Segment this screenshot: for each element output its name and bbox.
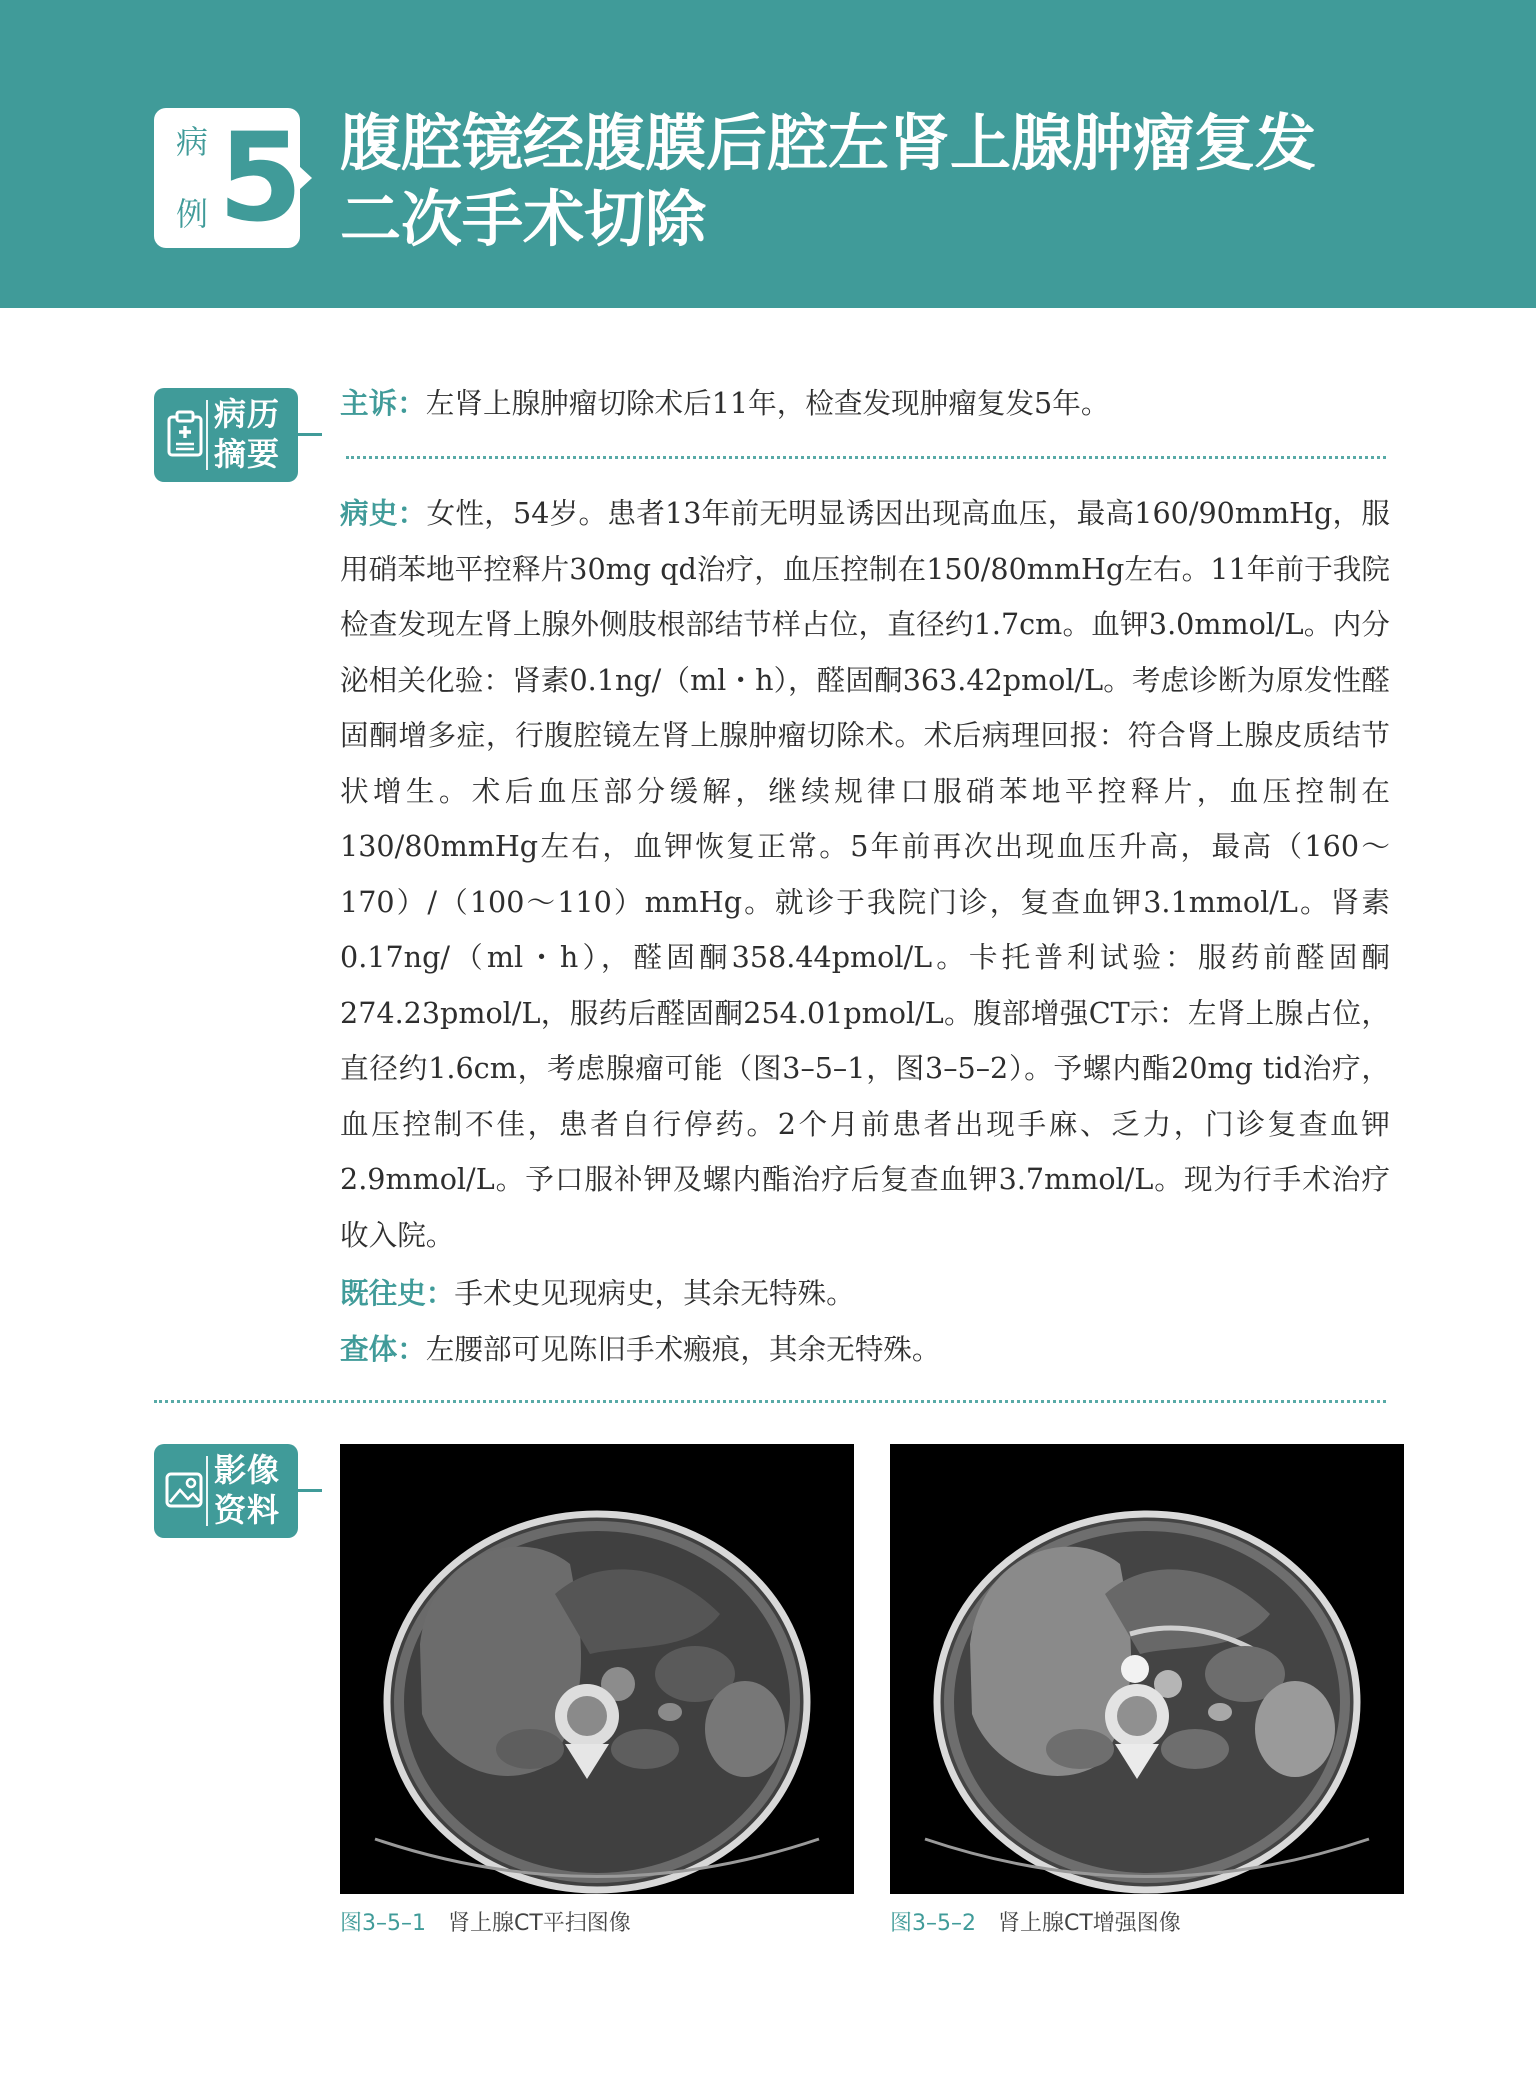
ct-plain-scan-image (340, 1444, 854, 1894)
present-history (340, 486, 1390, 1263)
section-label-text (214, 1450, 294, 1530)
past-history-label: 既往史： (340, 1276, 455, 1310)
dotted-divider (346, 456, 1386, 459)
past-history (340, 1266, 1390, 1322)
chief-complaint-label: 主诉： (340, 386, 426, 420)
page-title (340, 106, 1420, 258)
title-line-1: 腹腔镜经腹膜后腔左肾上腺肿瘤复发 (340, 108, 1317, 179)
case-number-badge (154, 107, 303, 249)
figure-caption-text: 肾上腺CT增强图像 (998, 1911, 1181, 1936)
case-char-1: 病 (175, 123, 208, 161)
physical-exam-text: 左腰部可见陈旧手术瘢痕，其余无特殊。 (425, 1332, 941, 1366)
label-divider (206, 400, 208, 470)
figure-number: 图3–5–1 (340, 1911, 426, 1936)
title-line-2: 二次手术切除 (340, 184, 707, 255)
chief-complaint-text: 左肾上腺肿瘤切除术后11年，检查发现肿瘤复发5年。 (425, 386, 1110, 420)
case-number: 5 (218, 107, 303, 249)
figure-number: 图3–5–2 (890, 1911, 976, 1936)
section-label-imaging (154, 1444, 298, 1538)
header-banner (0, 0, 1536, 308)
section-label-line-2: 摘要 (214, 435, 281, 473)
physical-exam-label: 查体： (340, 1332, 426, 1366)
figure-caption-2 (890, 1906, 1181, 1937)
ct-enhanced-image (890, 1444, 1404, 1894)
label-connector (298, 433, 322, 436)
present-history-label: 病史： (340, 496, 427, 530)
figure-caption-1 (340, 1906, 631, 1937)
badge-pointer (299, 166, 312, 190)
section-label-line-1: 影像 (214, 1451, 281, 1489)
section-label-line-2: 资料 (214, 1491, 281, 1529)
section-label-history-summary (154, 388, 298, 482)
figure-caption-text: 肾上腺CT平扫图像 (448, 1911, 631, 1936)
dotted-divider (154, 1400, 1386, 1403)
image-icon (164, 1466, 206, 1514)
present-history-text: 女性，54岁。患者13年前无明显诱因出现高血压，最高160/90mmHg，服用硝苯地平控释片30mg qd治疗，血压控制在150/80mmHg左右。11年前于我院检查发现左肾上腺外侧肢根部结节样占位，直径约1.7cm。血钾3.0mmol/L。内分泌相关化验：肾素0.1ng/（ml・h），醛固酮363.42pmol/L。考虑诊断为原发性醛固酮增多症，行腹腔镜左肾上腺肿瘤切除术。术后病理回报：符合肾上腺皮质结节状增生。术后血压部分缓解，继续规律口服硝苯地平控释片，血压控制在130/80mmHg左右，血钾恢复正常。5年前再次出现血压升高，最高（160～170）/（100～110）mmHg。就诊于我院门诊，复查血钾3.1mmol/L。肾素0.17ng/（ml・h），醛固酮358.44pmol/L。卡托普利试验：服药前醛固酮274.23pmol/L，服药后醛固酮254.01pmol/L。腹部增强CT示：左肾上腺占位，直径约1.6cm，考虑腺瘤可能（图3–5–1，图3–5–2）。予螺内酯20mg tid治疗，血压控制不佳，患者自行停药。2个月前患者出现手麻、乏力，门诊复查血钾2.9mmol/L。予口服补钾及螺内酯治疗后复查血钾3.7mmol/L。现为行手术治疗收入院。 (340, 496, 1390, 1252)
section-label-line-1: 病历 (214, 395, 281, 433)
section-label-text (214, 394, 294, 474)
physical-exam (340, 1322, 1390, 1378)
label-connector (298, 1489, 322, 1492)
clipboard-plus-icon (164, 410, 206, 458)
label-divider (206, 1456, 208, 1526)
case-char-2: 例 (175, 195, 208, 233)
chief-complaint (340, 376, 1390, 432)
past-history-text: 手术史见现病史，其余无特殊。 (454, 1276, 855, 1310)
